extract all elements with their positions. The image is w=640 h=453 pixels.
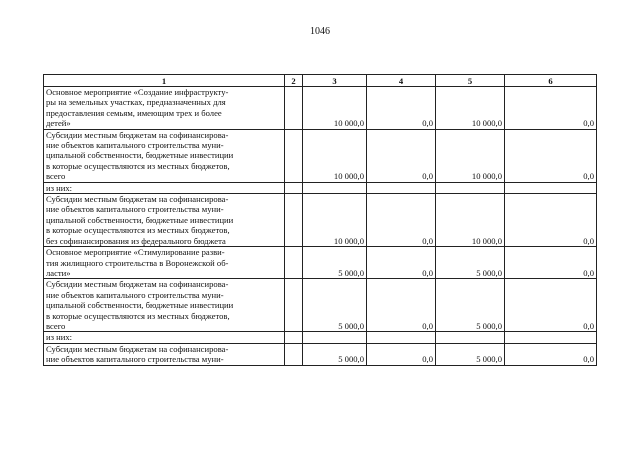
col3-value: 5 000,0 <box>303 343 367 365</box>
col4-value: 0,0 <box>367 194 436 247</box>
col2-cell <box>285 87 303 130</box>
description-line: Основное мероприятие «Создание инфраструкту- <box>46 87 229 97</box>
description-line: в которые осуществляются из местных бюджетов, <box>46 225 230 236</box>
description-line: в которые осуществляются из местных бюджетов, <box>46 160 230 171</box>
col2-cell <box>285 129 303 182</box>
page-number: 1046 <box>310 26 330 37</box>
col-header-6: 6 <box>505 75 597 87</box>
col5-value: 5 000,0 <box>436 279 505 332</box>
description-line: предоставления семьям, имеющим трех и более <box>46 107 222 118</box>
col5-value <box>436 332 505 343</box>
col6-value <box>505 332 597 343</box>
table-row <box>44 182 597 193</box>
description-line: всего <box>46 320 66 331</box>
col4-value: 0,0 <box>367 279 436 332</box>
description-line: Основное мероприятие «Стимулирование разви- <box>46 247 225 258</box>
col-header-3: 3 <box>303 75 367 87</box>
col4-value: 0,0 <box>367 247 436 279</box>
col4-value <box>367 332 436 343</box>
col6-value: 0,0 <box>505 194 597 247</box>
col6-value: 0,0 <box>505 247 597 279</box>
col3-value: 10 000,0 <box>303 194 367 247</box>
col6-value: 0,0 <box>505 129 597 182</box>
col5-value <box>436 182 505 193</box>
col5-value: 10 000,0 <box>436 129 505 182</box>
col2-cell <box>285 182 303 193</box>
description-line: ние объектов капитального строительства муни- <box>46 140 224 151</box>
col2-cell <box>285 279 303 332</box>
row-description <box>44 194 285 247</box>
table-row <box>44 343 597 365</box>
description-line: ние объектов капитального строительства муни- <box>46 289 224 300</box>
budget-table <box>43 74 597 366</box>
description-line: Субсидии местным бюджетам на софинансирова- <box>46 129 229 140</box>
description-line: ние объектов капитального строительства муни- <box>46 354 224 365</box>
col2-cell <box>285 247 303 279</box>
col5-value: 10 000,0 <box>436 194 505 247</box>
description-line: ласти» <box>46 267 71 278</box>
col3-value: 5 000,0 <box>303 279 367 332</box>
description-line: тия жилищного строительства в Воронежской об- <box>46 257 229 268</box>
table-header <box>44 75 597 87</box>
header-row <box>44 75 597 87</box>
col3-value <box>303 182 367 193</box>
col3-value <box>303 332 367 343</box>
row-description <box>44 332 285 343</box>
col3-value: 10 000,0 <box>303 87 367 130</box>
description-line: Субсидии местным бюджетам на софинансирова- <box>46 279 229 290</box>
table-row <box>44 332 597 343</box>
description-line: ципальной собственности, бюджетные инвестиции <box>46 214 234 225</box>
table-body <box>44 87 597 366</box>
description-line: в которые осуществляются из местных бюджетов, <box>46 310 230 321</box>
col-header-5: 5 <box>436 75 505 87</box>
table-row <box>44 194 597 247</box>
description-line: из них: <box>46 332 73 343</box>
row-description <box>44 129 285 182</box>
description-line: детей» <box>46 118 71 129</box>
col-header-2: 2 <box>285 75 303 87</box>
col3-value: 5 000,0 <box>303 247 367 279</box>
table-row <box>44 129 597 182</box>
col2-cell <box>285 332 303 343</box>
col-header-1: 1 <box>44 75 285 87</box>
description-line: ние объектов капитального строительства муни- <box>46 204 224 215</box>
col3-value: 10 000,0 <box>303 129 367 182</box>
col2-cell <box>285 343 303 365</box>
col6-value: 0,0 <box>505 343 597 365</box>
description-line: ципальной собственности, бюджетные инвестиции <box>46 150 234 161</box>
col4-value: 0,0 <box>367 129 436 182</box>
row-description <box>44 247 285 279</box>
col5-value: 10 000,0 <box>436 87 505 130</box>
col6-value <box>505 182 597 193</box>
description-line: ципальной собственности, бюджетные инвестиции <box>46 300 234 311</box>
col2-cell <box>285 194 303 247</box>
col4-value <box>367 182 436 193</box>
table-row <box>44 247 597 279</box>
table-row <box>44 279 597 332</box>
table-row <box>44 87 597 130</box>
description-line: всего <box>46 171 66 182</box>
col5-value: 5 000,0 <box>436 247 505 279</box>
row-description <box>44 343 285 365</box>
row-description <box>44 87 285 130</box>
col-header-4: 4 <box>367 75 436 87</box>
description-line: из них: <box>46 182 73 193</box>
description-line: Субсидии местным бюджетам на софинансирова- <box>46 194 229 205</box>
col4-value: 0,0 <box>367 343 436 365</box>
row-description <box>44 279 285 332</box>
description-line: Субсидии местным бюджетам на софинансирова- <box>46 343 229 354</box>
col6-value: 0,0 <box>505 87 597 130</box>
col4-value: 0,0 <box>367 87 436 130</box>
description-line: ры на земельных участках, предназначенных для <box>46 97 226 108</box>
col6-value: 0,0 <box>505 279 597 332</box>
description-line: без софинансирования из федерального бюджета <box>46 235 226 246</box>
row-description <box>44 182 285 193</box>
col5-value: 5 000,0 <box>436 343 505 365</box>
